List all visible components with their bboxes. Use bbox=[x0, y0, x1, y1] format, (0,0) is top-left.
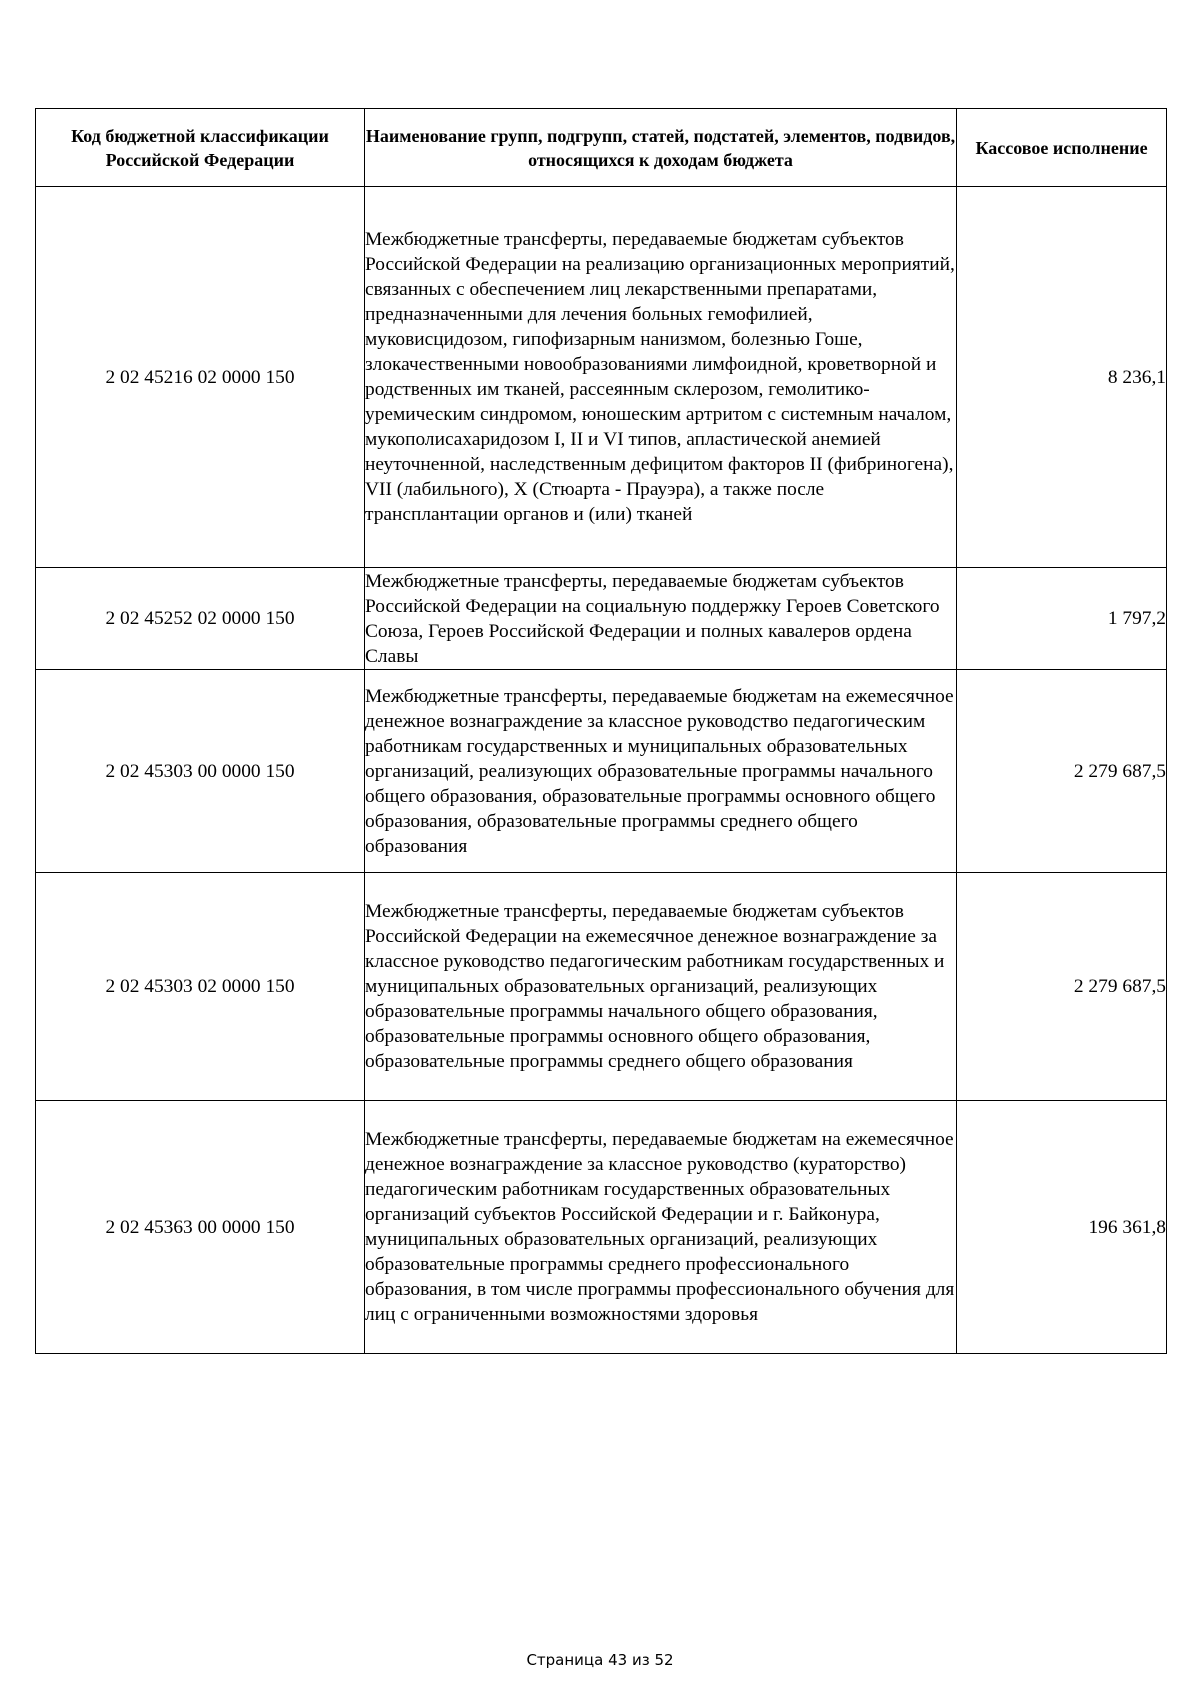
row-amount: 196 361,8 bbox=[957, 1101, 1167, 1354]
row-amount: 2 279 687,5 bbox=[957, 873, 1167, 1101]
row-amount: 1 797,2 bbox=[957, 568, 1167, 670]
row-code: 2 02 45216 02 0000 150 bbox=[36, 187, 365, 568]
budget-revenue-table bbox=[35, 108, 1167, 1354]
row-description: Межбюджетные трансферты, передаваемые бюджетам на ежемесячное денежное вознаграждение за классное руководство педагогическим работникам государственных и муниципальных образовательных организаций, реализующих образовательные программы начального общего образования, образовательные программы основного общего образования, образовательные программы среднего общего образования bbox=[365, 670, 957, 873]
header-code: Код бюджетной классификации Российской Федерации bbox=[36, 109, 365, 187]
row-amount: 8 236,1 bbox=[957, 187, 1167, 568]
row-code: 2 02 45252 02 0000 150 bbox=[36, 568, 365, 670]
row-code: 2 02 45303 02 0000 150 bbox=[36, 873, 365, 1101]
header-name: Наименование групп, подгрупп, статей, подстатей, элементов, подвидов, относящихся к доходам бюджета bbox=[365, 109, 957, 187]
table-row bbox=[36, 670, 1167, 873]
row-code: 2 02 45363 00 0000 150 bbox=[36, 1101, 365, 1354]
header-amount: Кассовое исполнение bbox=[957, 109, 1167, 187]
row-description: Межбюджетные трансферты, передаваемые бюджетам субъектов Российской Федерации на ежемесячное денежное вознаграждение за классное руководство педагогическим работникам государственных и муниципальных образовательных организаций, реализующих образовательные программы начального общего образования, образовательные программы основного общего образования, образовательные программы среднего общего образования bbox=[365, 873, 957, 1101]
table-header-row bbox=[36, 109, 1167, 187]
table-row bbox=[36, 1101, 1167, 1354]
table-row bbox=[36, 873, 1167, 1101]
table-row bbox=[36, 568, 1167, 670]
table-row bbox=[36, 187, 1167, 568]
row-code: 2 02 45303 00 0000 150 bbox=[36, 670, 365, 873]
row-amount: 2 279 687,5 bbox=[957, 670, 1167, 873]
row-description: Межбюджетные трансферты, передаваемые бюджетам субъектов Российской Федерации на социальную поддержку Героев Советского Союза, Героев Российской Федерации и полных кавалеров ордена Славы bbox=[365, 568, 957, 670]
row-description: Межбюджетные трансферты, передаваемые бюджетам субъектов Российской Федерации на реализацию организационных мероприятий, связанных с обеспечением лиц лекарственными препаратами, предназначенными для лечения больных гемофилией, муковисцидозом, гипофизарным нанизмом, болезнью Гоше, злокачественными новообразованиями лимфоидной, кроветворной и родственных им тканей, рассеянным склерозом, гемолитико-уремическим синдромом, юношеским артритом с системным началом, мукополисахаридозом I, II и VI типов, апластической анемией неуточненной, наследственным дефицитом факторов II (фибриногена), VII (лабильного), X (Стюарта - Прауэра), а также после трансплантации органов и (или) тканей bbox=[365, 187, 957, 568]
row-description: Межбюджетные трансферты, передаваемые бюджетам на ежемесячное денежное вознаграждение за классное руководство (кураторство) педагогическим работникам государственных образовательных организаций субъектов Российской Федерации и г. Байконура, муниципальных образовательных организаций, реализующих образовательные программы среднего профессионального образования, в том числе программы профессионального обучения для лиц с ограниченными возможностями здоровья bbox=[365, 1101, 957, 1354]
page-number: Страница 43 из 52 bbox=[526, 1651, 674, 1669]
